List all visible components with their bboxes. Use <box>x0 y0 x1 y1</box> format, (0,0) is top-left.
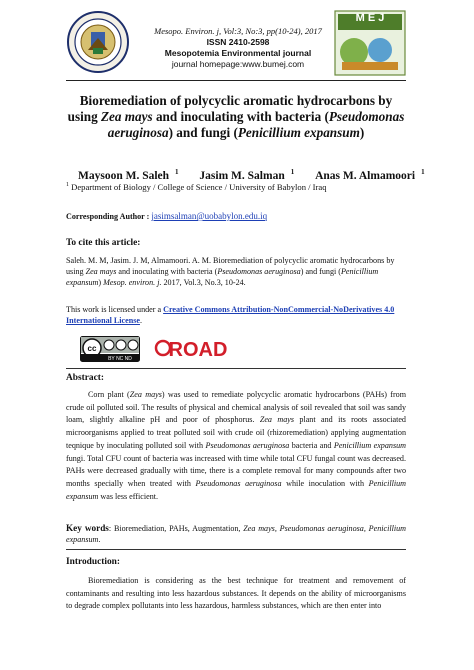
author-list <box>66 168 425 182</box>
license-text: This work is licensed under a Creative Commons Attribution-NonCommercial-NoDerivatives 4.0 International License. <box>66 305 395 326</box>
cc-badge-text: cc <box>87 344 97 353</box>
journal-issn: ISSN 2410-2598 <box>206 37 270 47</box>
introduction-heading: Introduction: <box>66 557 121 567</box>
introduction-body: Bioremediation is considering as the best technique for treatment and removement of contaminants and resulting into less hazardous substances. It depends on the ability of microorganisms to degrade complex pollutants into less hazardous, harmless substances, which are then enter into <box>66 576 406 611</box>
journal-header <box>140 26 336 70</box>
journal-citation: Mesopo. Environ. j, Vol:3, No:3, pp(10-24), 2017 <box>154 26 322 36</box>
university-seal-logo <box>66 10 130 74</box>
corresponding-email-link[interactable]: jasimsalman@uobabylon.edu.iq <box>151 211 268 221</box>
abstract-body: Corn plant (Zea mays) was used to remediate polycyclic aromatic hydrocarbons (PAHs) from crude oil polluted soil. The results of physical and chemical analysis of soil revealed that soil was sandy loam, slightly alkaline pH and poor of phosphorus. Zea mays plant and its roots associated microorganisms applied to treat polluted soil with crude oil (rhizoremediation) applying augmentation teqnique by inoculating polluted soil with Pseudomonas aeruginosa bacteria and Penicillium expansum fungi. Total CFU count of bacteria was increased with time while total CFU fungal count was decreased. PAHs were decreased gradually with time, there is a complete removal for many compounds after two months specially when treated with Pseudomonas aeruginosa while inoculation with Penicillium expansum was less efficient. <box>66 390 406 501</box>
abstract-heading: Abstract: <box>66 373 105 383</box>
header-divider <box>66 80 406 81</box>
journal-name: Mesopotemia Environmental journal <box>164 48 312 58</box>
journal-homepage: journal homepage:www.bumej.com <box>171 59 305 69</box>
title-line-3: aeruginosa) and fungi (Penicillium expansum) <box>107 125 365 140</box>
creative-commons-badge[interactable] <box>80 336 140 362</box>
affiliation: $^1$ Department of Biology / College of Science / University of Babylon / Iraq <box>66 182 327 192</box>
cite-text: Saleh. M. M, Jasim. J. M, Almamoori. A. M. Bioremediation of polycyclic aromatic hydrocarbons by using Zea mays and inoculating with bacteria (Pseudomonas aeruginosa) and fungi (Penicillium expansum) Mesop. environ. j. 2017, Vol.3, No.3, 10-24. <box>66 256 395 288</box>
license-link[interactable]: Creative Commons Attribution-NonCommercial-NoDerivatives 4.0 International License <box>66 305 395 326</box>
author-2: Jasim M. Salman $^1$ <box>199 168 295 182</box>
title-line-1: Bioremediation of polycyclic aromatic hydrocarbons by <box>79 93 393 108</box>
section-divider-top <box>66 368 406 369</box>
author-1: Maysoon M. Saleh $^1$ <box>78 168 179 182</box>
section-divider-bottom <box>66 549 406 550</box>
keywords-label: Key words <box>66 523 109 533</box>
cite-heading: To cite this article: <box>66 238 141 248</box>
road-badge[interactable] <box>154 333 228 363</box>
road-badge-text: ROAD <box>168 339 228 361</box>
author-3: Anas M. Almamoori $^1$ <box>315 168 425 182</box>
cc-badge-subtext: BY NC ND <box>108 356 132 362</box>
journal-cover-text: M E J <box>355 12 385 24</box>
paper-title <box>66 93 406 141</box>
corresponding-author <box>66 211 406 222</box>
keywords: Key words: Bioremediation, PAHs, Augmentation, Zea mays, Pseudomonas aeruginosa, Penicillium expansum. <box>66 523 406 544</box>
title-line-2: using Zea mays and inoculating with bacteria (Pseudomonas <box>67 109 405 124</box>
corresponding-label: Corresponding Author : <box>66 212 152 221</box>
